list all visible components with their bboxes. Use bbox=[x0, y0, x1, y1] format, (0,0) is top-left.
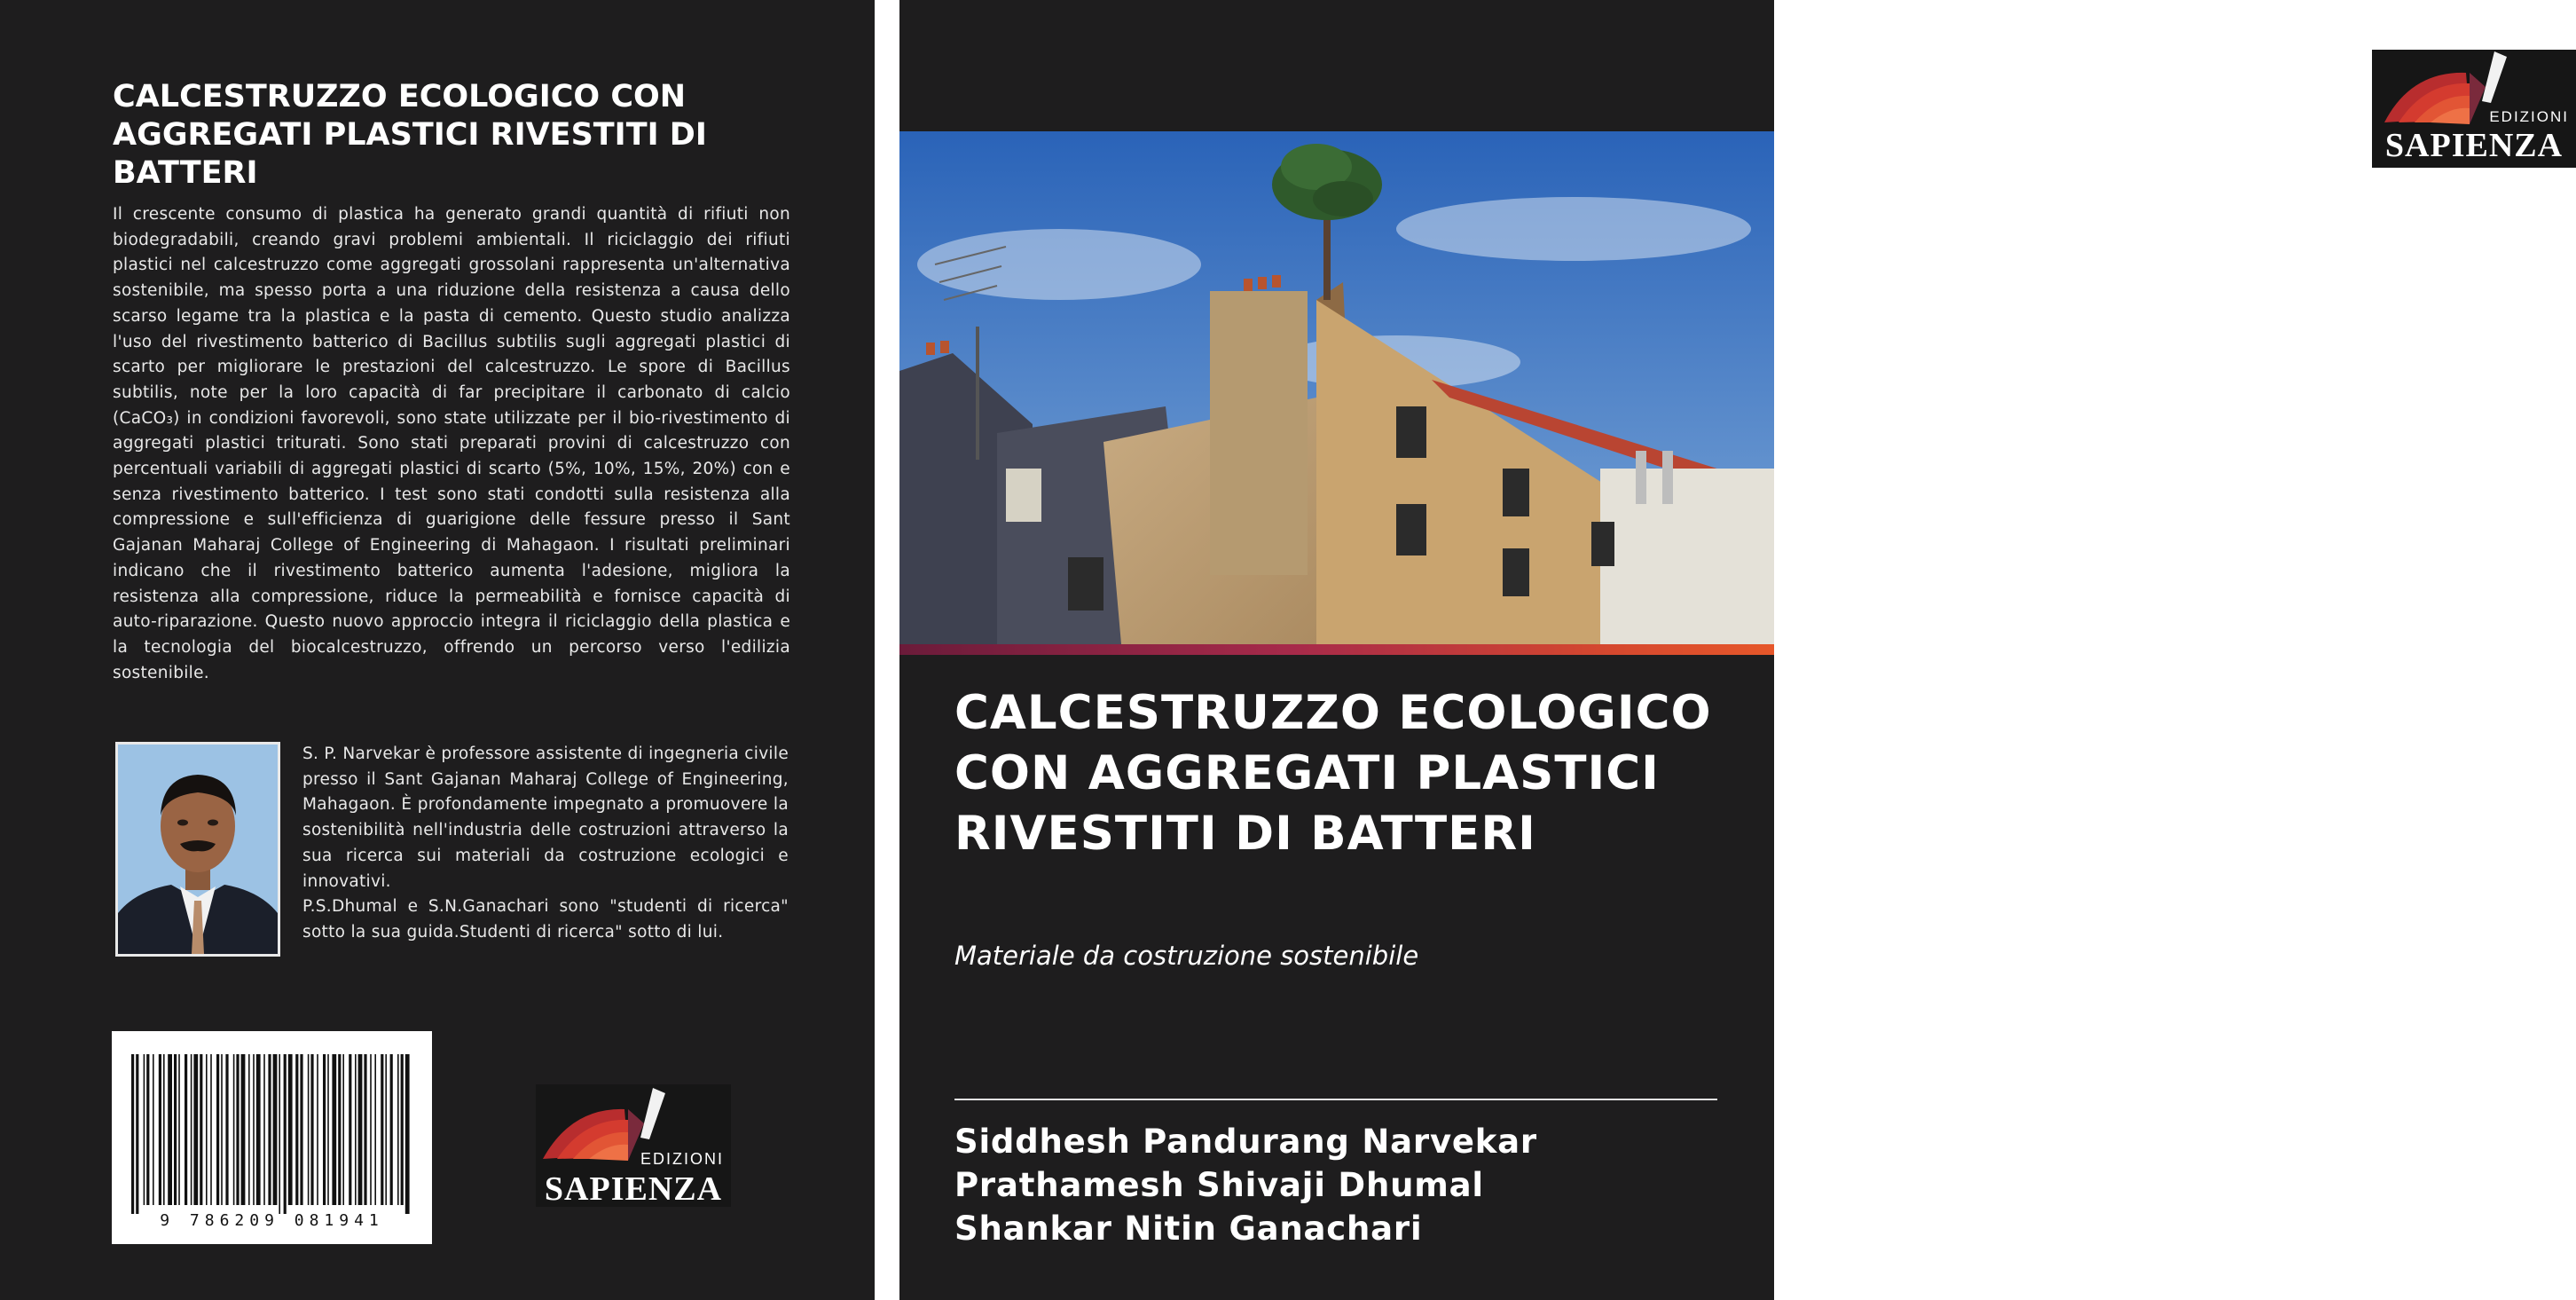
barcode-bars bbox=[112, 1031, 432, 1209]
author-bio-text: S. P. Narvekar è professore assistente di ingegneria civile presso il Sant Gajanan Maharaj College of Engineering, Mahagaon. È profondamente impegnato a promuovere la sostenibilità nell'industria delle costruzioni attraverso la sua ricerca sui materiali da costruzione ecologici e innovativi. bbox=[302, 745, 789, 891]
barcode-bar bbox=[256, 1054, 261, 1205]
author-name: Siddhesh Pandurang Narvekar bbox=[954, 1123, 1537, 1161]
barcode-bar bbox=[397, 1054, 399, 1205]
barcode-bar bbox=[279, 1054, 280, 1214]
author-portrait-illustration bbox=[118, 745, 278, 954]
barcode-bar bbox=[253, 1054, 255, 1205]
author-name: Shankar Nitin Ganachari bbox=[954, 1209, 1423, 1248]
cover-photo-building-with-tree bbox=[899, 131, 1774, 644]
barcode-bar bbox=[327, 1054, 329, 1205]
barcode-bar bbox=[216, 1054, 219, 1205]
publisher-name: SAPIENZA bbox=[544, 1170, 723, 1208]
barcode-bar bbox=[144, 1054, 145, 1205]
barcode-bar bbox=[248, 1054, 250, 1205]
barcode-bar bbox=[206, 1054, 208, 1205]
barcode-bar bbox=[385, 1054, 387, 1205]
author-bio-note: P.S.Dhumal e S.N.Ganachari sono "studenti di ricerca" sotto la sua guida.Studenti di ricerca" sotto di lui. bbox=[302, 897, 789, 942]
barcode bbox=[112, 1031, 432, 1244]
barcode-bar bbox=[401, 1054, 404, 1205]
publisher-name: SAPIENZA bbox=[2384, 127, 2564, 164]
barcode-bar bbox=[168, 1054, 172, 1205]
back-cover-title: CALCESTRUZZO ECOLOGICO CON AGGREGATI PLASTICI RIVESTITI DI BATTERI bbox=[113, 79, 707, 191]
back-cover-blurb: Il crescente consumo di plastica ha generato grandi quantità di rifiuti non biodegradabili, creando gravi problemi ambientali. Il riciclaggio dei rifiuti plastici nel calcestruzzo come aggregati grossolani rappresenta un'alternativa sostenibile, ma spesso porta a una riduzione della resistenza a causa dello scarso legame tra la plastica e la pasta di cemento. Questo studio analizza l'uso del rivestimento batterico di Bacillus subtilis sugli aggregati plastici di scarto per migliorare le prestazioni del calcestruzzo. Le spore di Bacillus subtilis, note per la loro capacità di far precipitare il carbonato di calcio (CaCO₃) in condizioni favorevoli, sono state utilizzate per il bio-rivestimento di aggregati plastici triturati. Sono stati preparati provini di calcestruzzo con percentuali variabili di aggregati plastici di scarto (5%, 10%, 15%, 20%) con e senza rivestimento batterico. I test sono stati condotti sulla resistenza alla compressione e sull'efficienza di guarigione delle fessure presso il Sant Gajanan Maharaj College of Engineering di Mahagaon. I risultati preliminari indicano che il rivestimento batterico aumenta l'adesione, migliora la resistenza alla compressione, riduce la permeabilità e fornisce capacità di auto-riparazione. Questo nuovo approccio integra il riciclaggio della plastica e la tecnologia del biocalcestruzzo, offrendo un percorso verso l'edilizia sostenibile. bbox=[113, 205, 790, 682]
title-divider bbox=[954, 1099, 1717, 1100]
cover-stripe bbox=[899, 644, 1774, 655]
publisher-edizioni: EDIZIONI bbox=[2489, 108, 2569, 125]
barcode-bar bbox=[200, 1054, 202, 1205]
barcode-bar bbox=[153, 1054, 154, 1205]
barcode-bar bbox=[210, 1054, 212, 1205]
barcode-bar bbox=[178, 1054, 180, 1205]
barcode-bar bbox=[146, 1054, 149, 1205]
author-photo bbox=[115, 742, 280, 957]
barcode-bar bbox=[159, 1054, 161, 1205]
author-name: Prathamesh Shivaji Dhumal bbox=[954, 1166, 1484, 1204]
barcode-bar bbox=[381, 1054, 383, 1205]
barcode-bar bbox=[374, 1054, 376, 1205]
barcode-bar bbox=[308, 1054, 310, 1205]
publisher-logo-back bbox=[536, 1084, 731, 1207]
front-cover-title: CALCESTRUZZO ECOLOGICO CON AGGREGATI PLASTICI RIVESTITI DI BATTERI bbox=[954, 686, 1712, 861]
isbn-number: 9 786209 081941 bbox=[160, 1211, 384, 1230]
front-cover-subtitle: Materiale da costruzione sostenibile bbox=[954, 941, 1419, 971]
barcode-bar bbox=[191, 1054, 192, 1205]
barcode-bar bbox=[136, 1054, 138, 1214]
barcode-bar bbox=[163, 1054, 165, 1205]
back-cover bbox=[0, 0, 875, 1300]
barcode-bar bbox=[185, 1054, 187, 1205]
barcode-bar bbox=[295, 1054, 298, 1205]
barcode-bar bbox=[131, 1054, 134, 1214]
fountain-pen-nib-icon bbox=[640, 1088, 665, 1139]
barcode-bar bbox=[268, 1054, 271, 1205]
barcode-bar bbox=[349, 1054, 351, 1205]
barcode-bar bbox=[236, 1054, 239, 1205]
barcode-bar bbox=[358, 1054, 363, 1205]
publisher-edizioni: EDIZIONI bbox=[640, 1150, 724, 1168]
barcode-bar bbox=[193, 1054, 198, 1205]
barcode-bar bbox=[273, 1054, 278, 1205]
barcode-bar bbox=[355, 1054, 357, 1205]
front-cover bbox=[899, 0, 2569, 1300]
barcode-bar bbox=[263, 1054, 265, 1205]
barcode-bar bbox=[233, 1054, 235, 1205]
author-bio bbox=[302, 742, 789, 946]
barcode-bar bbox=[288, 1054, 293, 1205]
author-list bbox=[954, 1120, 1537, 1250]
barcode-bar bbox=[342, 1054, 344, 1205]
barcode-bar bbox=[300, 1054, 302, 1205]
barcode-bar bbox=[174, 1054, 177, 1205]
barcode-bar bbox=[221, 1054, 223, 1205]
barcode-bar bbox=[338, 1054, 341, 1205]
barcode-bar bbox=[390, 1054, 393, 1205]
publisher-logo-front bbox=[2372, 50, 2576, 168]
fountain-pen-nib-icon bbox=[2482, 51, 2507, 103]
barcode-bar bbox=[332, 1054, 336, 1205]
barcode-bar bbox=[364, 1054, 366, 1205]
barcode-bar bbox=[241, 1054, 246, 1205]
barcode-bar bbox=[370, 1054, 372, 1205]
barcode-bar bbox=[284, 1054, 287, 1214]
barcode-bar bbox=[310, 1054, 313, 1205]
barcode-bar bbox=[317, 1054, 318, 1205]
barcode-bar bbox=[323, 1054, 326, 1205]
barcode-bar bbox=[405, 1054, 410, 1214]
barcode-bar bbox=[225, 1054, 228, 1205]
